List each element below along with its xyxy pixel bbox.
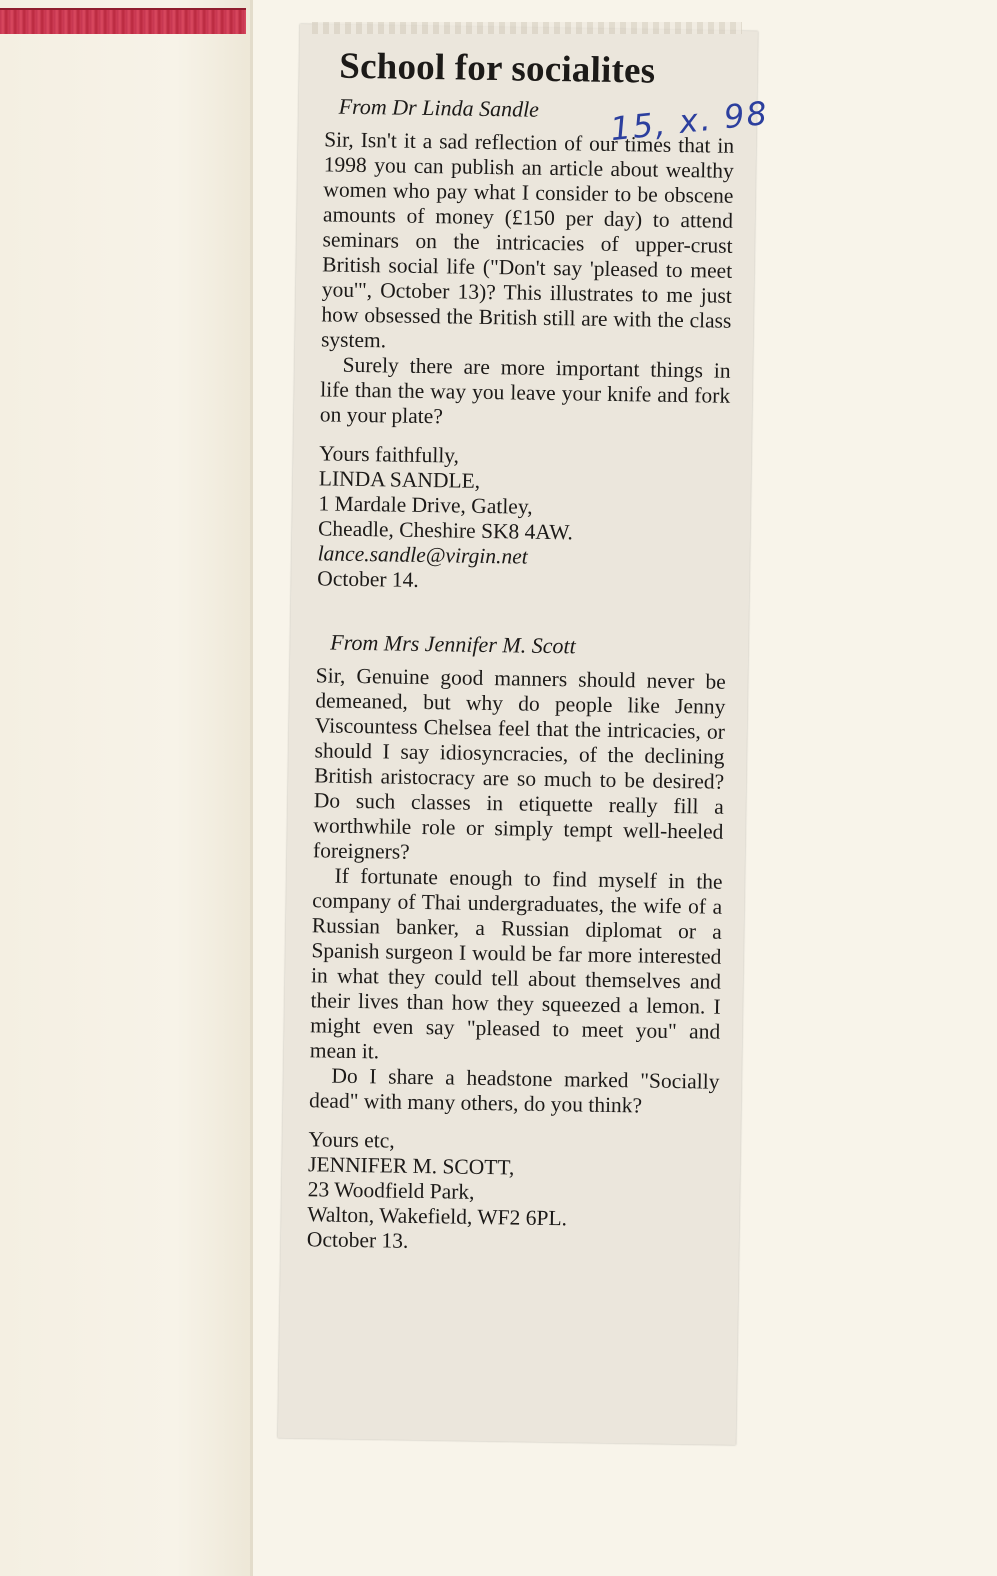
letter-2-name: JENNIFER M. SCOTT, xyxy=(307,1152,515,1180)
letter-1-name: LINDA SANDLE, xyxy=(318,466,481,493)
letter-2-paragraph: Do I share a headstone marked "Socially dead" with many others, do you think? xyxy=(308,1063,720,1118)
letter-1-address-line: 1 Mardale Drive, Gatley, xyxy=(318,491,533,519)
album-page-left xyxy=(0,0,252,1576)
letter-1-paragraph: Surely there are more important things in life than the way you leave your knife and fork on your plate? xyxy=(319,352,731,429)
letter-2-from: From Mrs Jennifer M. Scott xyxy=(330,629,576,659)
letter-1-email: lance.sandle@virgin.net xyxy=(317,541,528,569)
letter-2-paragraph: If fortunate enough to find myself in the company of Thai undergraduates, the wife of a Russian banker, a Russian diplomat or a Spanish surgeon I would be far more interested in what they could tell about themselves and their lives than how they squeezed a lemon. I might even say "pleased to meet you" and mean it. xyxy=(309,863,723,1064)
letter-1-from: From Dr Linda Sandle xyxy=(338,93,540,122)
red-binding-strip xyxy=(0,8,246,34)
letter-2-address-line: 23 Woodfield Park, xyxy=(307,1177,475,1204)
letter-1-signoff: Yours faithfully, xyxy=(319,441,460,468)
handwritten-date: 15, x. 98 xyxy=(608,93,771,149)
torn-edge xyxy=(312,22,742,34)
letter-2-paragraph: Sir, Genuine good manners should never be demeaned, but why do people like Jenny Viscountess Chelsea feel that the intricacies, or should I say idiosyncracies, of the declining British aristocracy are so much to be desired? Do such classes in etiquette really fill a worthwhile role or simply tempt well-heeled foreigners? xyxy=(312,663,726,864)
letter-2-address-line: Walton, Wakefield, WF2 6PL. xyxy=(307,1202,568,1231)
letter-1-date: October 14. xyxy=(317,566,419,592)
letter-1-paragraph: Sir, Isn't it a sad reflection of our times that in 1998 you can publish an article about wealthy women who pay what I consider to be obscene amounts of money (£150 per day) to attend seminars on the intricacies of upper-crust British social life ("Don't say 'pleased to meet you'", October 13)? This illustrates to me just how obsessed the British still are with the class system. xyxy=(320,127,735,353)
letter-2-signoff: Yours etc, xyxy=(308,1127,395,1153)
letter-2-date: October 13. xyxy=(306,1227,409,1253)
clipping-content xyxy=(307,44,736,1258)
headline: School for socialites xyxy=(339,45,656,92)
letter-1-address-line: Cheadle, Cheshire SK8 4AW. xyxy=(317,516,574,545)
newspaper-clipping xyxy=(278,24,758,1445)
